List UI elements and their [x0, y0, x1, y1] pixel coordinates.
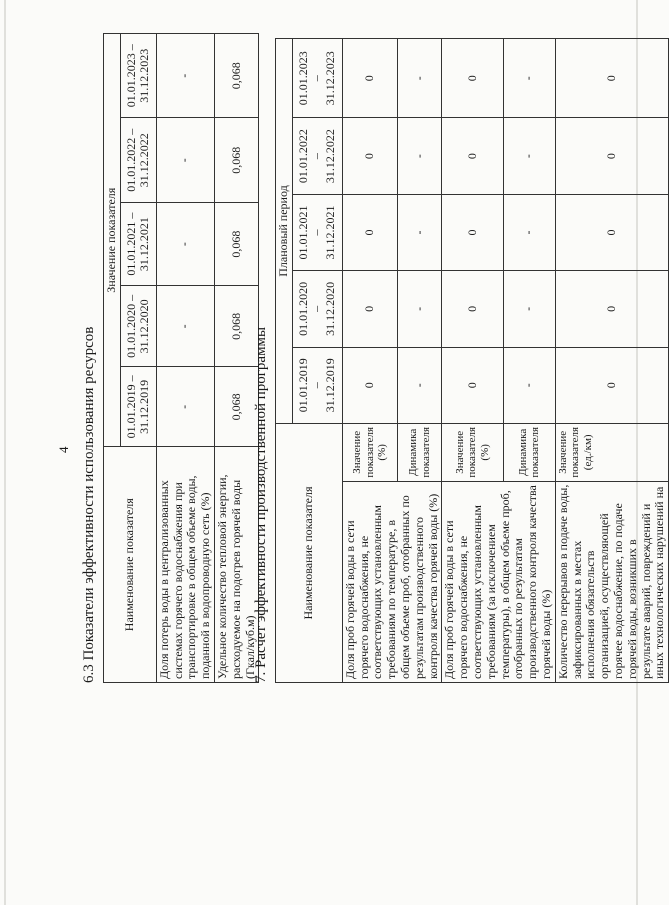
cell-value: - — [398, 271, 442, 347]
table-row — [555, 39, 668, 683]
cell-value: - — [503, 194, 555, 270]
cell-value: - — [156, 34, 214, 118]
cell-value: 0 — [342, 39, 397, 118]
cell-value: - — [156, 202, 214, 285]
resource-efficiency-table — [103, 33, 259, 683]
period-end: 31.12.2020 — [323, 281, 338, 336]
period-start: 01.01.2019 — [295, 358, 310, 413]
cell-value: - — [156, 367, 214, 447]
section-6-3-title: 6.3 Показатели эффективности использования ресурсов — [81, 326, 97, 683]
cell-value: 0 — [442, 194, 504, 270]
cell-value: 0 — [555, 39, 668, 118]
period-start: 01.01.2022 — [295, 129, 310, 184]
period-dash: – — [309, 229, 324, 236]
period-header — [292, 347, 342, 423]
cell-value: - — [503, 118, 555, 194]
cell-value: 0 — [342, 271, 397, 347]
period-dash: – — [309, 305, 324, 312]
period-header — [292, 271, 342, 347]
header-planned-period: Плановый период — [276, 39, 293, 424]
cell-value: 0 — [342, 118, 397, 194]
period-header: 01.01.2019 – 31.12.2019 — [120, 367, 156, 447]
cell-value: 0 — [555, 271, 668, 347]
period-end: 31.12.2022 — [323, 129, 338, 184]
cell-value: - — [398, 118, 442, 194]
period-end: 31.12.2019 — [323, 358, 338, 413]
cell-value: 0 — [442, 118, 504, 194]
row-label: Динамика показателя — [503, 424, 555, 482]
cell-value: 0 — [342, 347, 397, 423]
page-number: 4 — [56, 446, 71, 453]
group-name: Доля проб горячей воды в сети горячего водоснабжения, не соответствующих установленным требованиям (за исключением температуры), в общем объеме проб, отобранных по результатам производственного контроля качества горячей воды (%) — [442, 481, 555, 682]
row-label: Значение показателя (%) — [442, 424, 504, 482]
cell-value: - — [156, 118, 214, 202]
row-name: Доля потерь воды в централизованных системах горячего водоснабжения при транспортировке в общем объеме воды, поданной в водопроводную сеть (%) — [156, 447, 214, 683]
cell-value: 0 — [442, 39, 504, 118]
header-indicator-name: Наименование показателя — [276, 424, 343, 683]
period-header — [292, 194, 342, 270]
period-dash: – — [309, 75, 324, 82]
period-start: 01.01.2021 — [295, 205, 310, 260]
header-indicator-value: Значение показателя — [104, 34, 121, 447]
row-name: Удельное количество тепловой энергии, расходуемое на подогрев горячей воды (Гкал/куб.м) — [214, 447, 258, 683]
cell-value: 0 — [555, 347, 668, 423]
table-row — [342, 39, 397, 683]
period-header: 01.01.2023 – 31.12.2023 — [120, 34, 156, 118]
section-7-title: 7. Расчет эффективности производственной программы — [253, 326, 269, 683]
group-name: Количество перерывов в подаче воды, зафиксированных в местах исполнения обязательств организацией, осуществляющей горячее водоснабжение, по подаче горячей воды, возникших в результате аварий, повреждений и иных технологических нарушений на — [555, 481, 668, 682]
cell-value: 0,068 — [214, 118, 258, 202]
row-label: Динамика показателя — [398, 424, 442, 482]
cell-value: - — [503, 347, 555, 423]
cell-value: 0 — [555, 118, 668, 194]
period-dash: – — [309, 382, 324, 389]
cell-value: 0,068 — [214, 34, 258, 118]
cell-value: 0 — [442, 271, 504, 347]
cell-value: - — [398, 39, 442, 118]
period-dash: – — [309, 153, 324, 160]
cell-value: - — [398, 347, 442, 423]
period-header: 01.01.2022 – 31.12.2022 — [120, 118, 156, 202]
cell-value: - — [503, 39, 555, 118]
cell-value: - — [503, 271, 555, 347]
table-row — [442, 39, 504, 683]
cell-value: 0,068 — [214, 286, 258, 367]
period-header: 01.01.2021 – 31.12.2021 — [120, 202, 156, 285]
cell-value: - — [398, 194, 442, 270]
cell-value: 0 — [442, 347, 504, 423]
period-end: 31.12.2021 — [323, 205, 338, 260]
header-indicator-name: Наименование показателя — [104, 447, 157, 683]
period-header — [292, 118, 342, 194]
cell-value: - — [156, 286, 214, 367]
period-end: 31.12.2023 — [323, 51, 338, 106]
period-header: 01.01.2020 – 31.12.2020 — [120, 286, 156, 367]
cell-value: 0 — [342, 194, 397, 270]
cell-value: 0,068 — [214, 202, 258, 285]
period-start: 01.01.2020 — [295, 281, 310, 336]
period-header — [292, 39, 342, 118]
row-label: Значение показателя (%) — [342, 424, 397, 482]
period-start: 01.01.2023 — [295, 51, 310, 106]
row-label: Значение показателя (ед./км) — [555, 424, 668, 482]
program-efficiency-table — [275, 38, 669, 683]
cell-value: 0,068 — [214, 367, 258, 447]
cell-value: 0 — [555, 194, 668, 270]
group-name: Доля проб горячей воды в сети горячего водоснабжения, не соответствующих установленным требованиям по температуре, в общем объеме проб, отобранных по результатам производственного контроля качества горячей воды (%) — [342, 481, 442, 682]
table-row — [156, 34, 214, 683]
